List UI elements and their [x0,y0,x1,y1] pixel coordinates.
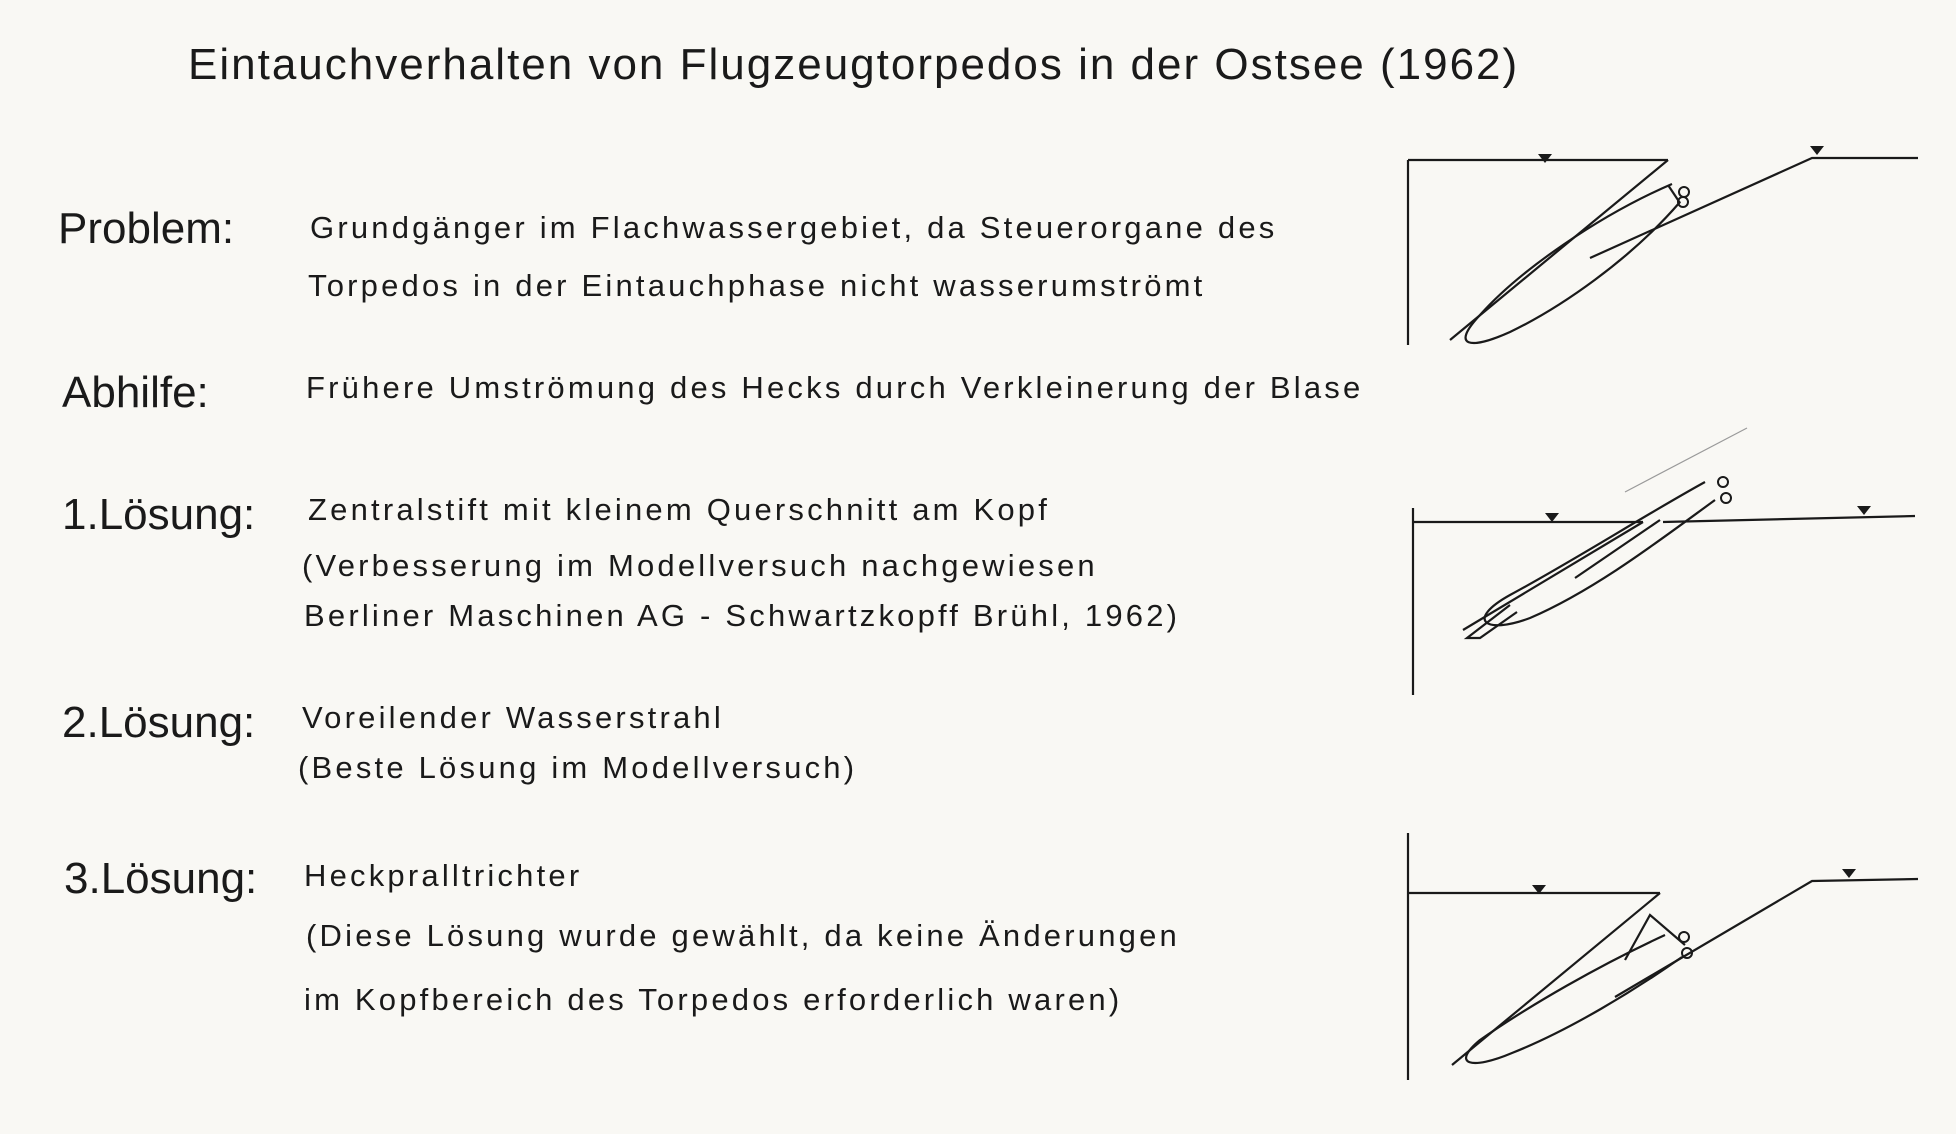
entry-cavity-edge [1452,893,1660,1065]
torpedo-body [1466,184,1680,343]
tail-funnel [1625,915,1685,960]
loesung-1-label: 1.Lösung: [62,490,256,539]
problem-text-line-2: Torpedos in der Eintauchphase nicht wasserumströmt [308,268,1206,303]
loesung-3-torpedo-diagram [1400,825,1930,1085]
abhilfe-label: Abhilfe: [62,368,209,417]
loesung-3-text-line-3: im Kopfbereich des Torpedos erforderlich waren) [304,982,1123,1017]
torpedo-body [1485,482,1715,625]
water-level-marker-icon [1538,154,1552,163]
loesung-2-label: 2.Lösung: [62,698,256,747]
water-level-marker-icon [1842,869,1856,878]
loesung-1-text-line-2: (Verbesserung im Modellversuch nachgewiesen [302,548,1098,583]
problem-text-line-1: Grundgänger im Flachwassergebiet, da Steuerorgane des [310,210,1278,245]
loesung-2-text-line-1: Voreilender Wasserstrahl [302,700,724,735]
torpedo-body [1466,935,1682,1063]
loesung-3-label: 3.Lösung: [64,854,258,903]
water-level-marker-icon [1545,513,1559,522]
loesung-2-text-line-2: (Beste Lösung im Modellversuch) [298,750,858,785]
loesung-3-text-line-2: (Diese Lösung wurde gewählt, da keine Änderungen [306,918,1180,953]
loesung-1-text-line-1: Zentralstift mit kleinem Querschnitt am Kopf [308,492,1051,527]
propeller-icon [1721,493,1731,503]
problem-torpedo-diagram [1400,140,1930,360]
loesung-1-text-line-3: Berliner Maschinen AG - Schwartzkopff Brühl, 1962) [304,598,1181,633]
loesung-3-text-line-1: Heckpralltrichter [304,858,583,893]
page-title: Eintauchverhalten von Flugzeugtorpedos in der Ostsee (1962) [188,40,1520,89]
water-surface-right [1663,516,1915,522]
entry-cavity-edge [1463,522,1643,630]
central-pin [1467,605,1517,638]
problem-label: Problem: [58,204,235,253]
water-level-marker-icon [1857,506,1871,515]
propeller-icon [1679,187,1689,197]
propeller-icon [1679,932,1689,942]
loesung-1-torpedo-diagram [1405,420,1935,700]
propeller-icon [1718,477,1728,487]
abhilfe-text-line-1: Frühere Umströmung des Hecks durch Verkleinerung der Blase [306,370,1364,405]
water-level-marker-icon [1810,146,1824,155]
